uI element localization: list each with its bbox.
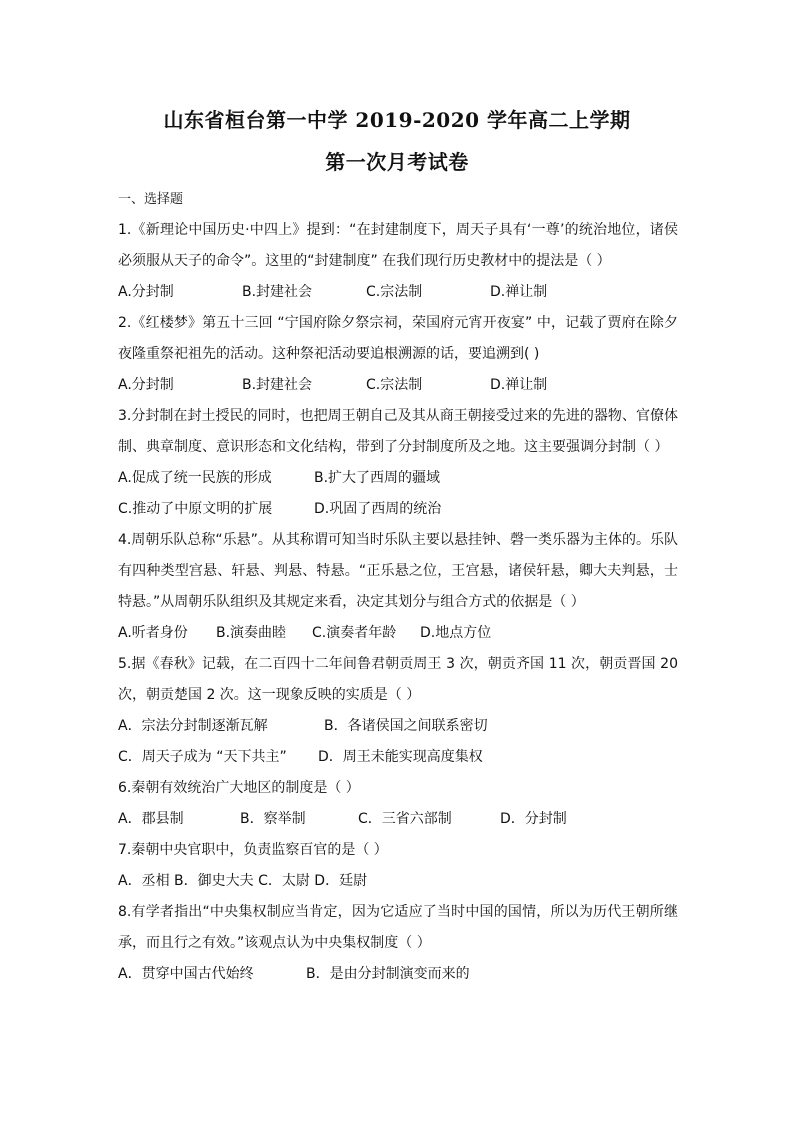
question-list [118, 215, 678, 990]
question-3-text: 3.分封制在封土授民的同时，也把周王朝自己及其从商王朝接受过来的先进的器物、官僚体制、典章制度、意识形态和文化结构，带到了分封制度所及之地。这主要强调分封制（ ） [118, 408, 678, 455]
question-4-option-a: A.听者身份 [118, 625, 188, 641]
question-2-options [118, 370, 678, 401]
question-5-option-a: A．宗法分封制逐渐瓦解 [118, 718, 268, 734]
question-7-options-line: A．丞相 B．御史大夫 C．太尉 D．廷尉 [118, 873, 368, 889]
question-3-options-row1 [118, 463, 678, 494]
question-8-option-b: B．是由分封制演变而来的 [306, 966, 470, 982]
question-8-option-a: A．贯穿中国古代始终 [118, 966, 254, 982]
question-7-options [118, 866, 678, 897]
question-4-option-d: D.地点方位 [420, 625, 492, 641]
section-heading: 一、选择题 [118, 192, 184, 207]
question-6-option-c: C．三省六部制 [358, 811, 452, 827]
question-2-option-d: D.禅让制 [490, 377, 548, 393]
question-8-text: 8.有学者指出“中央集权制应当肯定，因为它适应了当时中国的国情，所以为历代王朝所继承，而且行之有效。”该观点认为中央集权制度（ ） [118, 904, 678, 951]
question-2-option-b: B.封建社会 [242, 377, 313, 393]
question-1-option-c: C.宗法制 [366, 284, 423, 300]
question-6-text: 6.秦朝有效统治广大地区的制度是（ ） [118, 780, 360, 796]
question-2-text: 2.《红楼梦》第五十三回 “宁国府除夕祭宗祠，荣国府元宵开夜宴” 中，记载了贾府在除夕夜隆重祭祀祖先的活动。这种祭祀活动要追根溯源的话，要追溯到( ) [118, 315, 678, 362]
question-5-options-row1 [118, 711, 678, 742]
question-1-options [118, 277, 678, 308]
question-4-option-b: B.演奏曲睦 [216, 625, 287, 641]
question-3-option-a: A.促成了统一民族的形成 [118, 470, 272, 486]
question-3-option-d: D.巩固了西周的统治 [314, 501, 442, 517]
question-7-text: 7.秦朝中央官职中，负责监察百官的是（ ） [118, 842, 388, 858]
question-1-option-a: A.分封制 [118, 284, 174, 300]
question-2-option-a: A.分封制 [118, 377, 174, 393]
exam-title: 山东省桓台第一中学 2019-2020 学年高二上学期 [163, 108, 631, 132]
question-2-option-c: C.宗法制 [366, 377, 423, 393]
question-8-options [118, 959, 678, 990]
exam-subtitle: 第一次月考试卷 [325, 150, 469, 174]
question-3-option-b: B.扩大了西周的疆域 [314, 470, 441, 486]
question-4-text: 4.周朝乐队总称“乐悬”。从其称谓可知当时乐队主要以悬挂钟、磬一类乐器为主体的。乐队有四种类型宫悬、轩悬、判悬、特悬。“正乐悬之位，王宫悬，诸侯轩悬，卿大夫判悬，士特悬。”从周朝乐队组织及其规定来看，决定其划分与组合方式的依据是（ ） [118, 532, 678, 610]
question-6-option-d: D．分封制 [500, 811, 567, 827]
question-1-text: 1.《新理论中国历史·中四上》提到：“在封建制度下，周天子具有‘一尊’的统治地位，诸侯必须服从天子的命令”。这里的“封建制度” 在我们现行历史教材中的提法是（ ） [118, 222, 678, 269]
question-4-option-c: C.演奏者年龄 [312, 625, 397, 641]
question-4-options [118, 618, 678, 649]
question-5-options-row2 [118, 742, 678, 773]
question-3-option-c: C.推动了中原文明的扩展 [118, 501, 273, 517]
question-6-options [118, 804, 678, 835]
question-5-option-d: D．周王未能实现高度集权 [318, 749, 483, 765]
question-1-option-d: D.禅让制 [490, 284, 548, 300]
question-5-option-c: C．周天子成为 “天下共主” [118, 749, 287, 765]
question-5-text: 5.据《春秋》记载，在二百四十二年间鲁君朝贡周王 3 次，朝贡齐国 11 次，朝贡晋国 20 次，朝贡楚国 2 次。这一现象反映的实质是（ ） [118, 656, 678, 703]
question-5-option-b: B．各诸侯国之间联系密切 [324, 718, 488, 734]
question-1-option-b: B.封建社会 [242, 284, 313, 300]
question-6-option-a: A．郡县制 [118, 811, 184, 827]
question-3-options-row2 [118, 494, 678, 525]
question-6-option-b: B．察举制 [240, 811, 306, 827]
